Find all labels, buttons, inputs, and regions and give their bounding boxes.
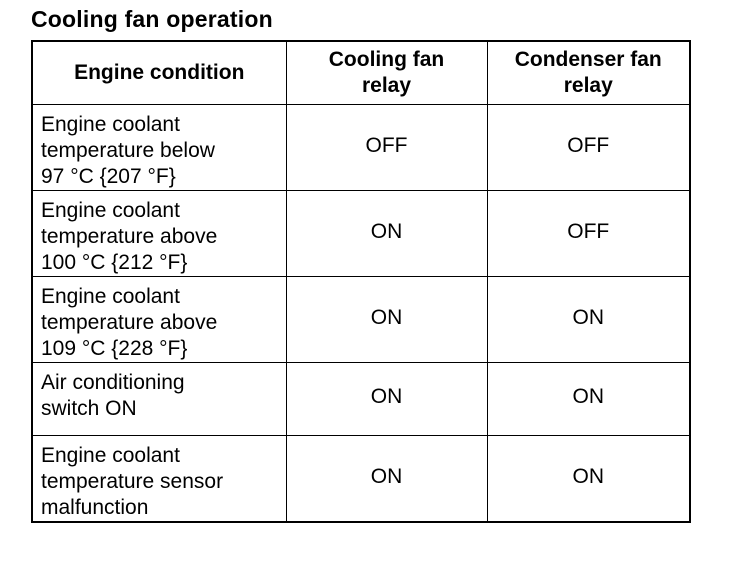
condenser-fan-relay-cell: ON bbox=[487, 277, 690, 363]
condenser-fan-relay-cell: OFF bbox=[487, 105, 690, 191]
table-row bbox=[32, 105, 690, 191]
condition-cell: Air conditioning switch ON bbox=[32, 363, 286, 436]
header-condenser-fan-relay: Condenser fan relay bbox=[487, 41, 690, 105]
cooling-fan-relay-cell: ON bbox=[286, 436, 487, 523]
header-cooling-fan-relay: Cooling fan relay bbox=[286, 41, 487, 105]
table-row bbox=[32, 191, 690, 277]
condenser-fan-relay-cell: ON bbox=[487, 436, 690, 523]
cooling-fan-relay-cell: OFF bbox=[286, 105, 487, 191]
condenser-fan-relay-cell: OFF bbox=[487, 191, 690, 277]
cooling-fan-operation-table bbox=[31, 40, 691, 523]
table-row bbox=[32, 436, 690, 523]
table-row bbox=[32, 277, 690, 363]
cooling-fan-relay-cell: ON bbox=[286, 363, 487, 436]
condition-cell: Engine coolant temperature sensor malfunction bbox=[32, 436, 286, 523]
cooling-fan-relay-cell: ON bbox=[286, 191, 487, 277]
cooling-fan-relay-cell: ON bbox=[286, 277, 487, 363]
table-row bbox=[32, 363, 690, 436]
condition-cell: Engine coolant temperature above 100 °C {212 °F} bbox=[32, 191, 286, 277]
page-title: Cooling fan operation bbox=[31, 6, 273, 32]
header-engine-condition: Engine condition bbox=[32, 41, 286, 105]
table-header-row bbox=[32, 41, 690, 105]
condition-cell: Engine coolant temperature below 97 °C {207 °F} bbox=[32, 105, 286, 191]
condenser-fan-relay-cell: ON bbox=[487, 363, 690, 436]
condition-cell: Engine coolant temperature above 109 °C {228 °F} bbox=[32, 277, 286, 363]
